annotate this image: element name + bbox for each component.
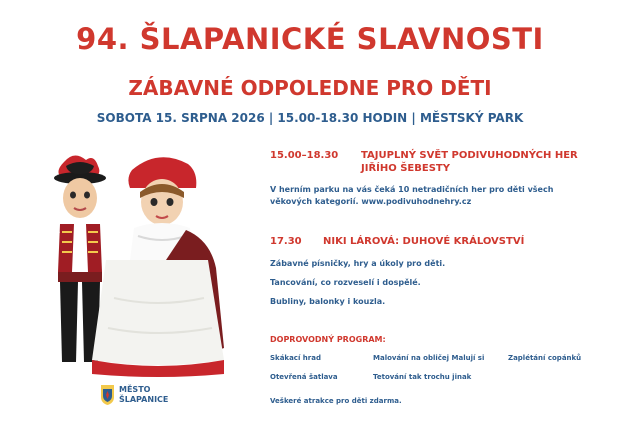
event2-line3: Bubliny, balonky i kouzla.	[270, 297, 386, 306]
event2-line2: Tancování, co rozveselí i dospělé.	[270, 278, 421, 287]
event1-time: 15.00–18.30	[270, 150, 339, 161]
event1-title-line2: JIŘÍHO ŠEBESTY	[361, 163, 450, 174]
event-title: 94. ŠLAPANICKÉ SLAVNOSTI	[76, 22, 544, 56]
event2-title: NIKI LÁROVÁ: DUHOVÉ KRÁLOVSTVÍ	[323, 236, 525, 247]
girl-doll	[92, 157, 224, 377]
event1-desc-line1: V herním parku na vás čeká 10 netradičních her pro děti všech	[270, 185, 554, 194]
folk-dolls-image	[28, 148, 246, 380]
program-item: Otevřená šatlava	[270, 373, 338, 381]
program-item: Zaplétání copánků	[508, 354, 582, 362]
program-heading: DOPROVODNÝ PROGRAM:	[270, 335, 386, 344]
town-crest-icon	[101, 385, 114, 405]
program-item: Skákací hrad	[270, 354, 321, 362]
program-item: Malování na obličej Malují si	[373, 354, 485, 362]
program-note: Veškeré atrakce pro děti zdarma.	[270, 397, 402, 405]
logo-line1: MĚSTO	[119, 385, 151, 394]
town-logo	[101, 385, 168, 405]
event2-line1: Zábavné písničky, hry a úkoly pro děti.	[270, 259, 446, 268]
program-item: Tetování tak trochu jinak	[373, 373, 472, 381]
event1-title-line1: TAJUPLNÝ SVĚT PODIVUHODNÝCH HER	[361, 150, 578, 161]
event-subtitle: ZÁBAVNÉ ODPOLEDNE PRO DĚTI	[128, 76, 492, 100]
event1-desc-line2: věkových kategorií. www.podivuhodnehry.cz	[270, 197, 472, 206]
date-line: SOBOTA 15. SRPNA 2026 | 15.00-18.30 HODIN | MĚSTSKÝ PARK	[96, 111, 524, 125]
event2-time: 17.30	[270, 236, 302, 247]
logo-line2: ŠLAPANICE	[119, 395, 169, 404]
